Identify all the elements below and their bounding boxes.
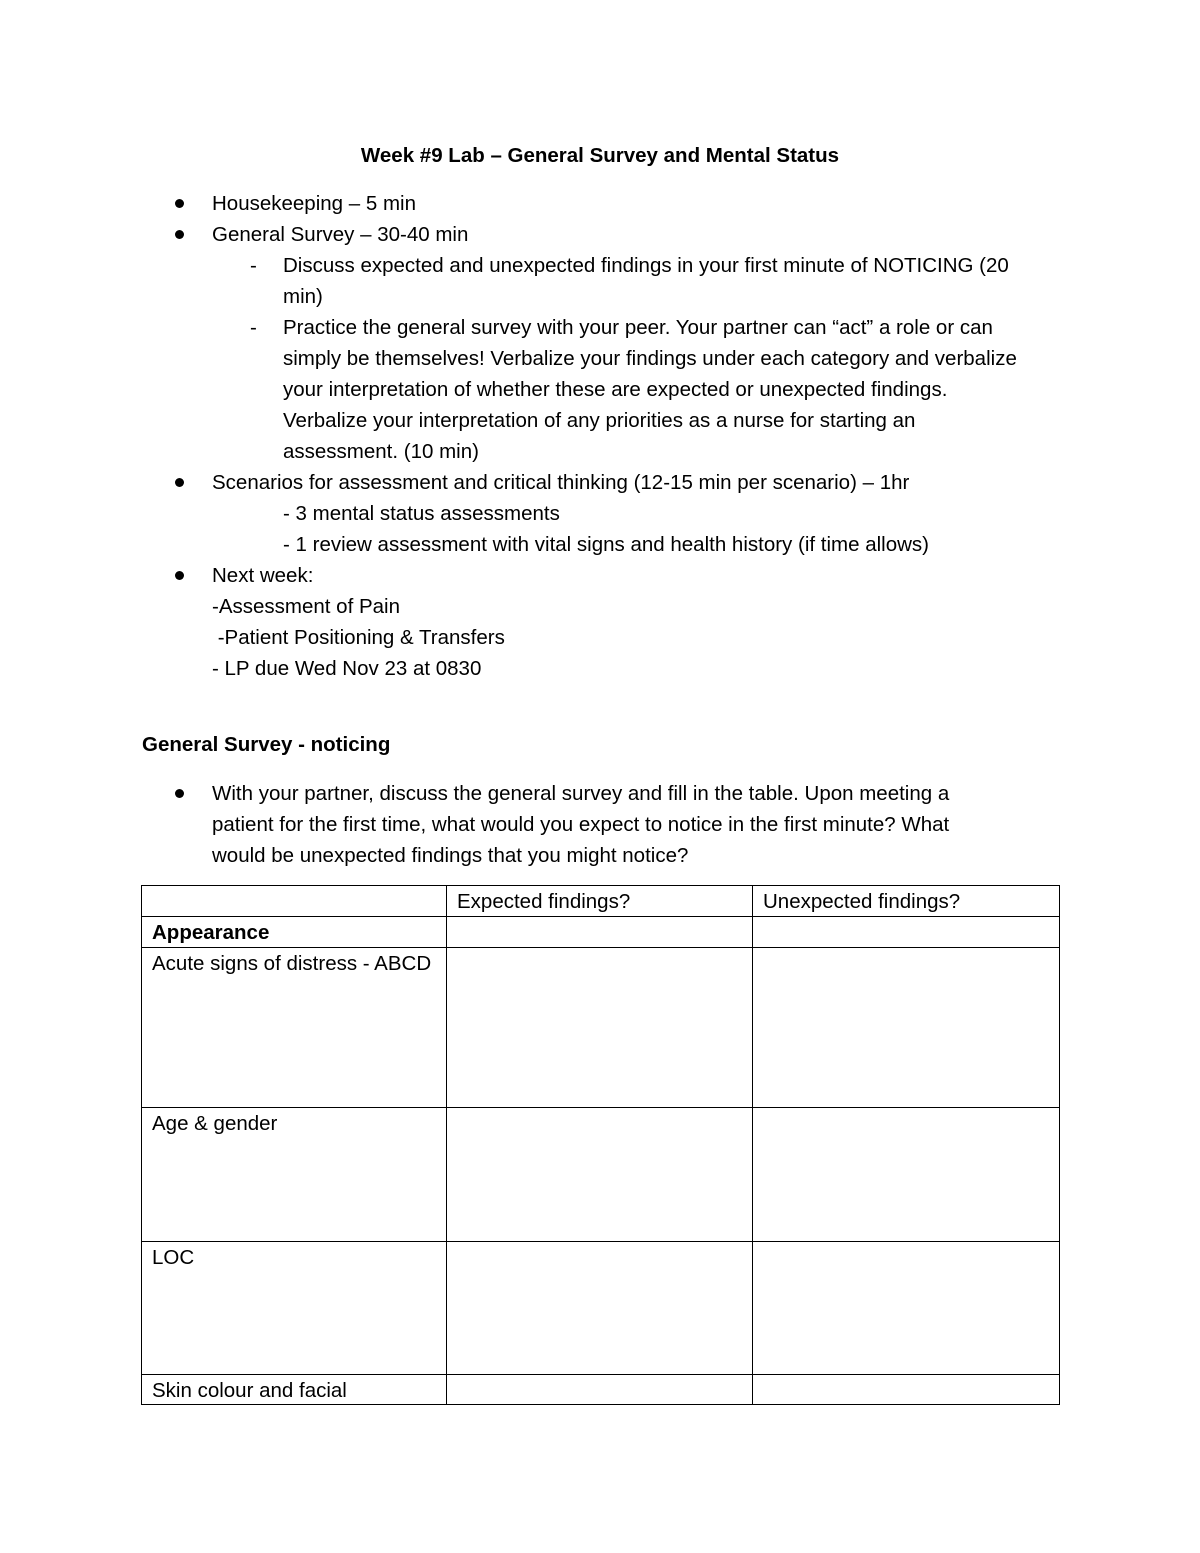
row-label-cell: Skin colour and facial xyxy=(142,1375,447,1405)
expected-findings-cell[interactable] xyxy=(447,1375,753,1405)
next-week-sub-item: -Patient Positioning & Transfers xyxy=(212,626,505,649)
row-label-cell: Age & gender xyxy=(142,1108,447,1242)
expected-findings-cell[interactable] xyxy=(447,1108,753,1242)
gs-sub-item-line: Discuss expected and unexpected findings in your first minute of NOTICING (20 xyxy=(283,254,1009,277)
table-header-row xyxy=(142,886,1060,917)
bullet-icon xyxy=(175,789,184,798)
table-row xyxy=(142,1242,1060,1375)
instruction-line: patient for the first time, what would you expect to notice in the first minute? What xyxy=(212,813,950,836)
gs-sub-item-line: assessment. (10 min) xyxy=(283,440,479,463)
bullet-icon xyxy=(175,571,184,580)
agenda-item-general-survey: General Survey – 30-40 min xyxy=(212,223,469,246)
table-row xyxy=(142,1108,1060,1242)
expected-findings-cell[interactable] xyxy=(447,1242,753,1375)
next-week-sub-item: -Assessment of Pain xyxy=(212,595,400,618)
instruction-line: would be unexpected findings that you might notice? xyxy=(212,844,689,867)
unexpected-findings-cell[interactable] xyxy=(753,1375,1060,1405)
scenario-sub-item: - 1 review assessment with vital signs and health history (if time allows) xyxy=(283,533,929,556)
agenda-item-housekeeping: Housekeeping – 5 min xyxy=(212,192,416,215)
row-label-cell: Appearance xyxy=(142,917,447,948)
bullet-icon xyxy=(175,199,184,208)
section-heading: General Survey - noticing xyxy=(142,733,391,756)
table-header-cell xyxy=(142,886,447,917)
table-row xyxy=(142,948,1060,1108)
dash-marker: - xyxy=(250,254,257,277)
gs-sub-item-line: min) xyxy=(283,285,323,308)
row-label-cell: Acute signs of distress - ABCD xyxy=(142,948,447,1108)
table-row xyxy=(142,917,1060,948)
agenda-item-next-week: Next week: xyxy=(212,564,314,587)
page-title: Week #9 Lab – General Survey and Mental Status xyxy=(360,144,840,167)
table-header-cell: Expected findings? xyxy=(447,886,753,917)
row-label-cell: LOC xyxy=(142,1242,447,1375)
gs-sub-item-line: Verbalize your interpretation of any priorities as a nurse for starting an xyxy=(283,409,916,432)
unexpected-findings-cell[interactable] xyxy=(753,948,1060,1108)
unexpected-findings-cell[interactable] xyxy=(753,1108,1060,1242)
table-row xyxy=(142,1375,1060,1405)
gs-sub-item-line: simply be themselves! Verbalize your findings under each category and verbalize xyxy=(283,347,1017,370)
bullet-icon xyxy=(175,478,184,487)
unexpected-findings-cell[interactable] xyxy=(753,1242,1060,1375)
expected-findings-cell[interactable] xyxy=(447,948,753,1108)
agenda-item-scenarios: Scenarios for assessment and critical thinking (12-15 min per scenario) – 1hr xyxy=(212,471,910,494)
instruction-line: With your partner, discuss the general survey and fill in the table. Upon meeting a xyxy=(212,782,950,805)
general-survey-table xyxy=(141,885,1060,1405)
next-week-sub-item: - LP due Wed Nov 23 at 0830 xyxy=(212,657,482,680)
bullet-icon xyxy=(175,230,184,239)
unexpected-findings-cell[interactable] xyxy=(753,917,1060,948)
dash-marker: - xyxy=(250,316,257,339)
gs-sub-item-line: your interpretation of whether these are expected or unexpected findings. xyxy=(283,378,948,401)
gs-sub-item-line: Practice the general survey with your peer. Your partner can “act” a role or can xyxy=(283,316,993,339)
scenario-sub-item: - 3 mental status assessments xyxy=(283,502,560,525)
table-header-cell: Unexpected findings? xyxy=(753,886,1060,917)
expected-findings-cell[interactable] xyxy=(447,917,753,948)
